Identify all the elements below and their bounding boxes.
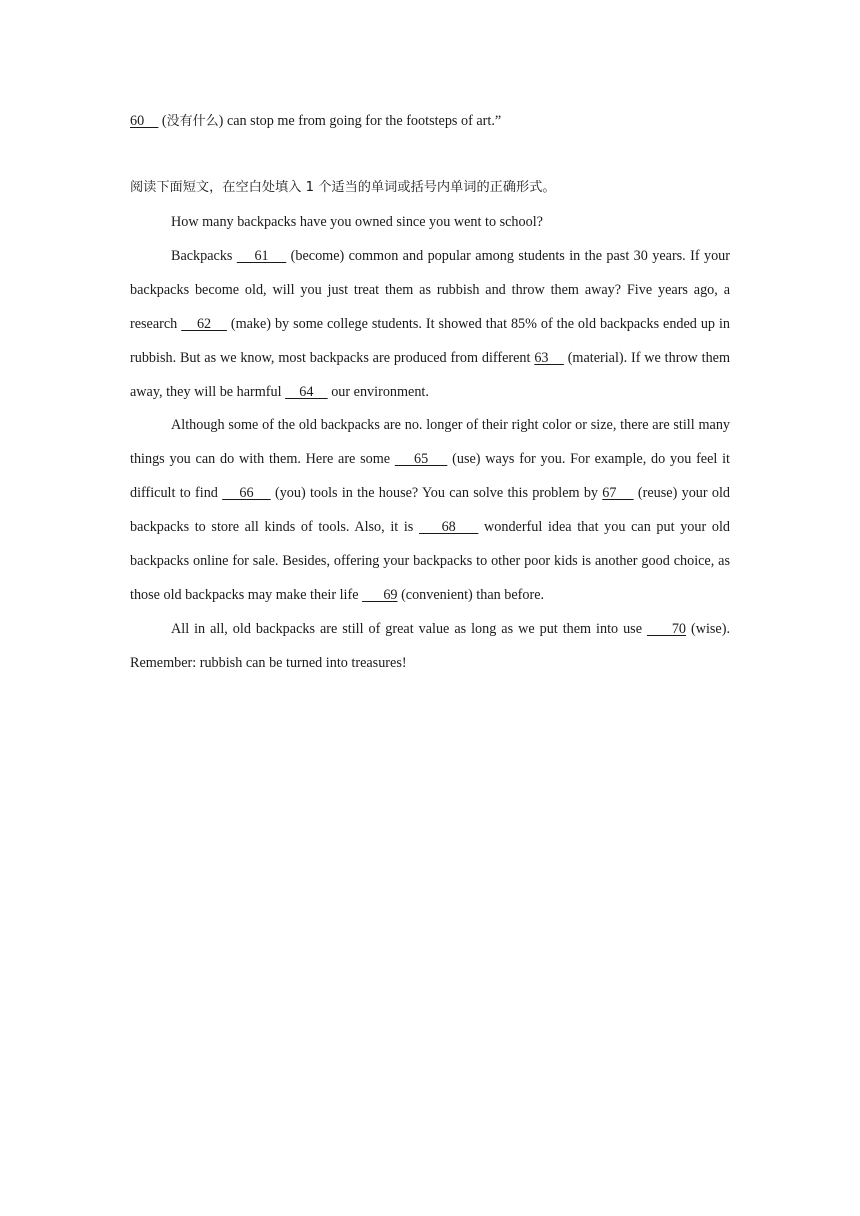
paragraph-3-text-3: (you) tools in the house? You can solve this problem by (270, 485, 603, 502)
blank-67: 67 (602, 485, 634, 502)
paragraph-3-text-2: (use) ways for you. For example, do you feel it difficult to find (130, 451, 730, 502)
paragraph-2-text-3: (make) by some college students. It showed that 85% of the old backpacks ended up in rubbish. But as we know, most backpacks are produced from different (130, 315, 731, 366)
passage-paragraph-4 (130, 613, 730, 681)
paragraph-3-text-5: wonderful idea that you can put your old backpacks online for sale. Besides, offering your backpacks to other poor kids is another good choice, as those old backpacks may make their life (130, 519, 730, 603)
blank-62: 62 (181, 315, 227, 332)
blank-70: 70 (646, 620, 687, 637)
paragraph-4-text-2: (wise). Remember: rubbish can be turned into treasures! (130, 620, 730, 671)
paragraph-2-text-2: (become) common and popular among students in the past 30 years. If your backpacks become old, will you just treat them as rubbish and throw them away? Five years ago, a research (130, 247, 730, 332)
blank-68: 68 (418, 519, 479, 536)
paragraph-1-text: How many backpacks have you owned since you went to school? (171, 214, 543, 230)
hint-open: ( (158, 113, 167, 129)
cloze-passage (130, 206, 730, 681)
paragraph-2-text-4: (material). If we throw them away, they will be harmful (130, 349, 730, 400)
paragraph-2-text-5: our environment. (327, 383, 429, 400)
blank-64: 64 (285, 383, 328, 400)
section-instruction: 阅读下面短文，在空白处填入 1 个适当的单词或括号内单词的正确形式。 (130, 180, 556, 195)
question-60-text: ) can stop me from going for the footsteps of art.” (218, 113, 502, 129)
paragraph-3-text-4: (reuse) your old backpacks to store all kinds of tools. Also, it is (130, 485, 731, 536)
blank-66: 66 (222, 485, 271, 502)
passage-paragraph-3 (130, 409, 730, 612)
paragraph-3-text-1: Although some of the old backpacks are no. longer of their right color or size, there are still many things you can do with them. Here are some (130, 417, 730, 468)
hint-chinese: 没有什么 (166, 114, 219, 129)
question-60-line (130, 111, 730, 132)
passage-paragraph-1 (130, 206, 730, 240)
blank-60: 60 (130, 113, 159, 129)
paragraph-4-text-1: All in all, old backpacks are still of great value as long as we put them into use (171, 620, 647, 637)
paragraph-2-text-1: Backpacks (171, 247, 237, 264)
blank-69: 69 (362, 586, 398, 603)
blank-61: 61 (236, 247, 287, 264)
paragraph-3-text-6: (convenient) than before. (397, 586, 545, 603)
blank-65: 65 (394, 451, 448, 468)
blank-63: 63 (534, 349, 564, 366)
passage-paragraph-2 (130, 240, 730, 410)
